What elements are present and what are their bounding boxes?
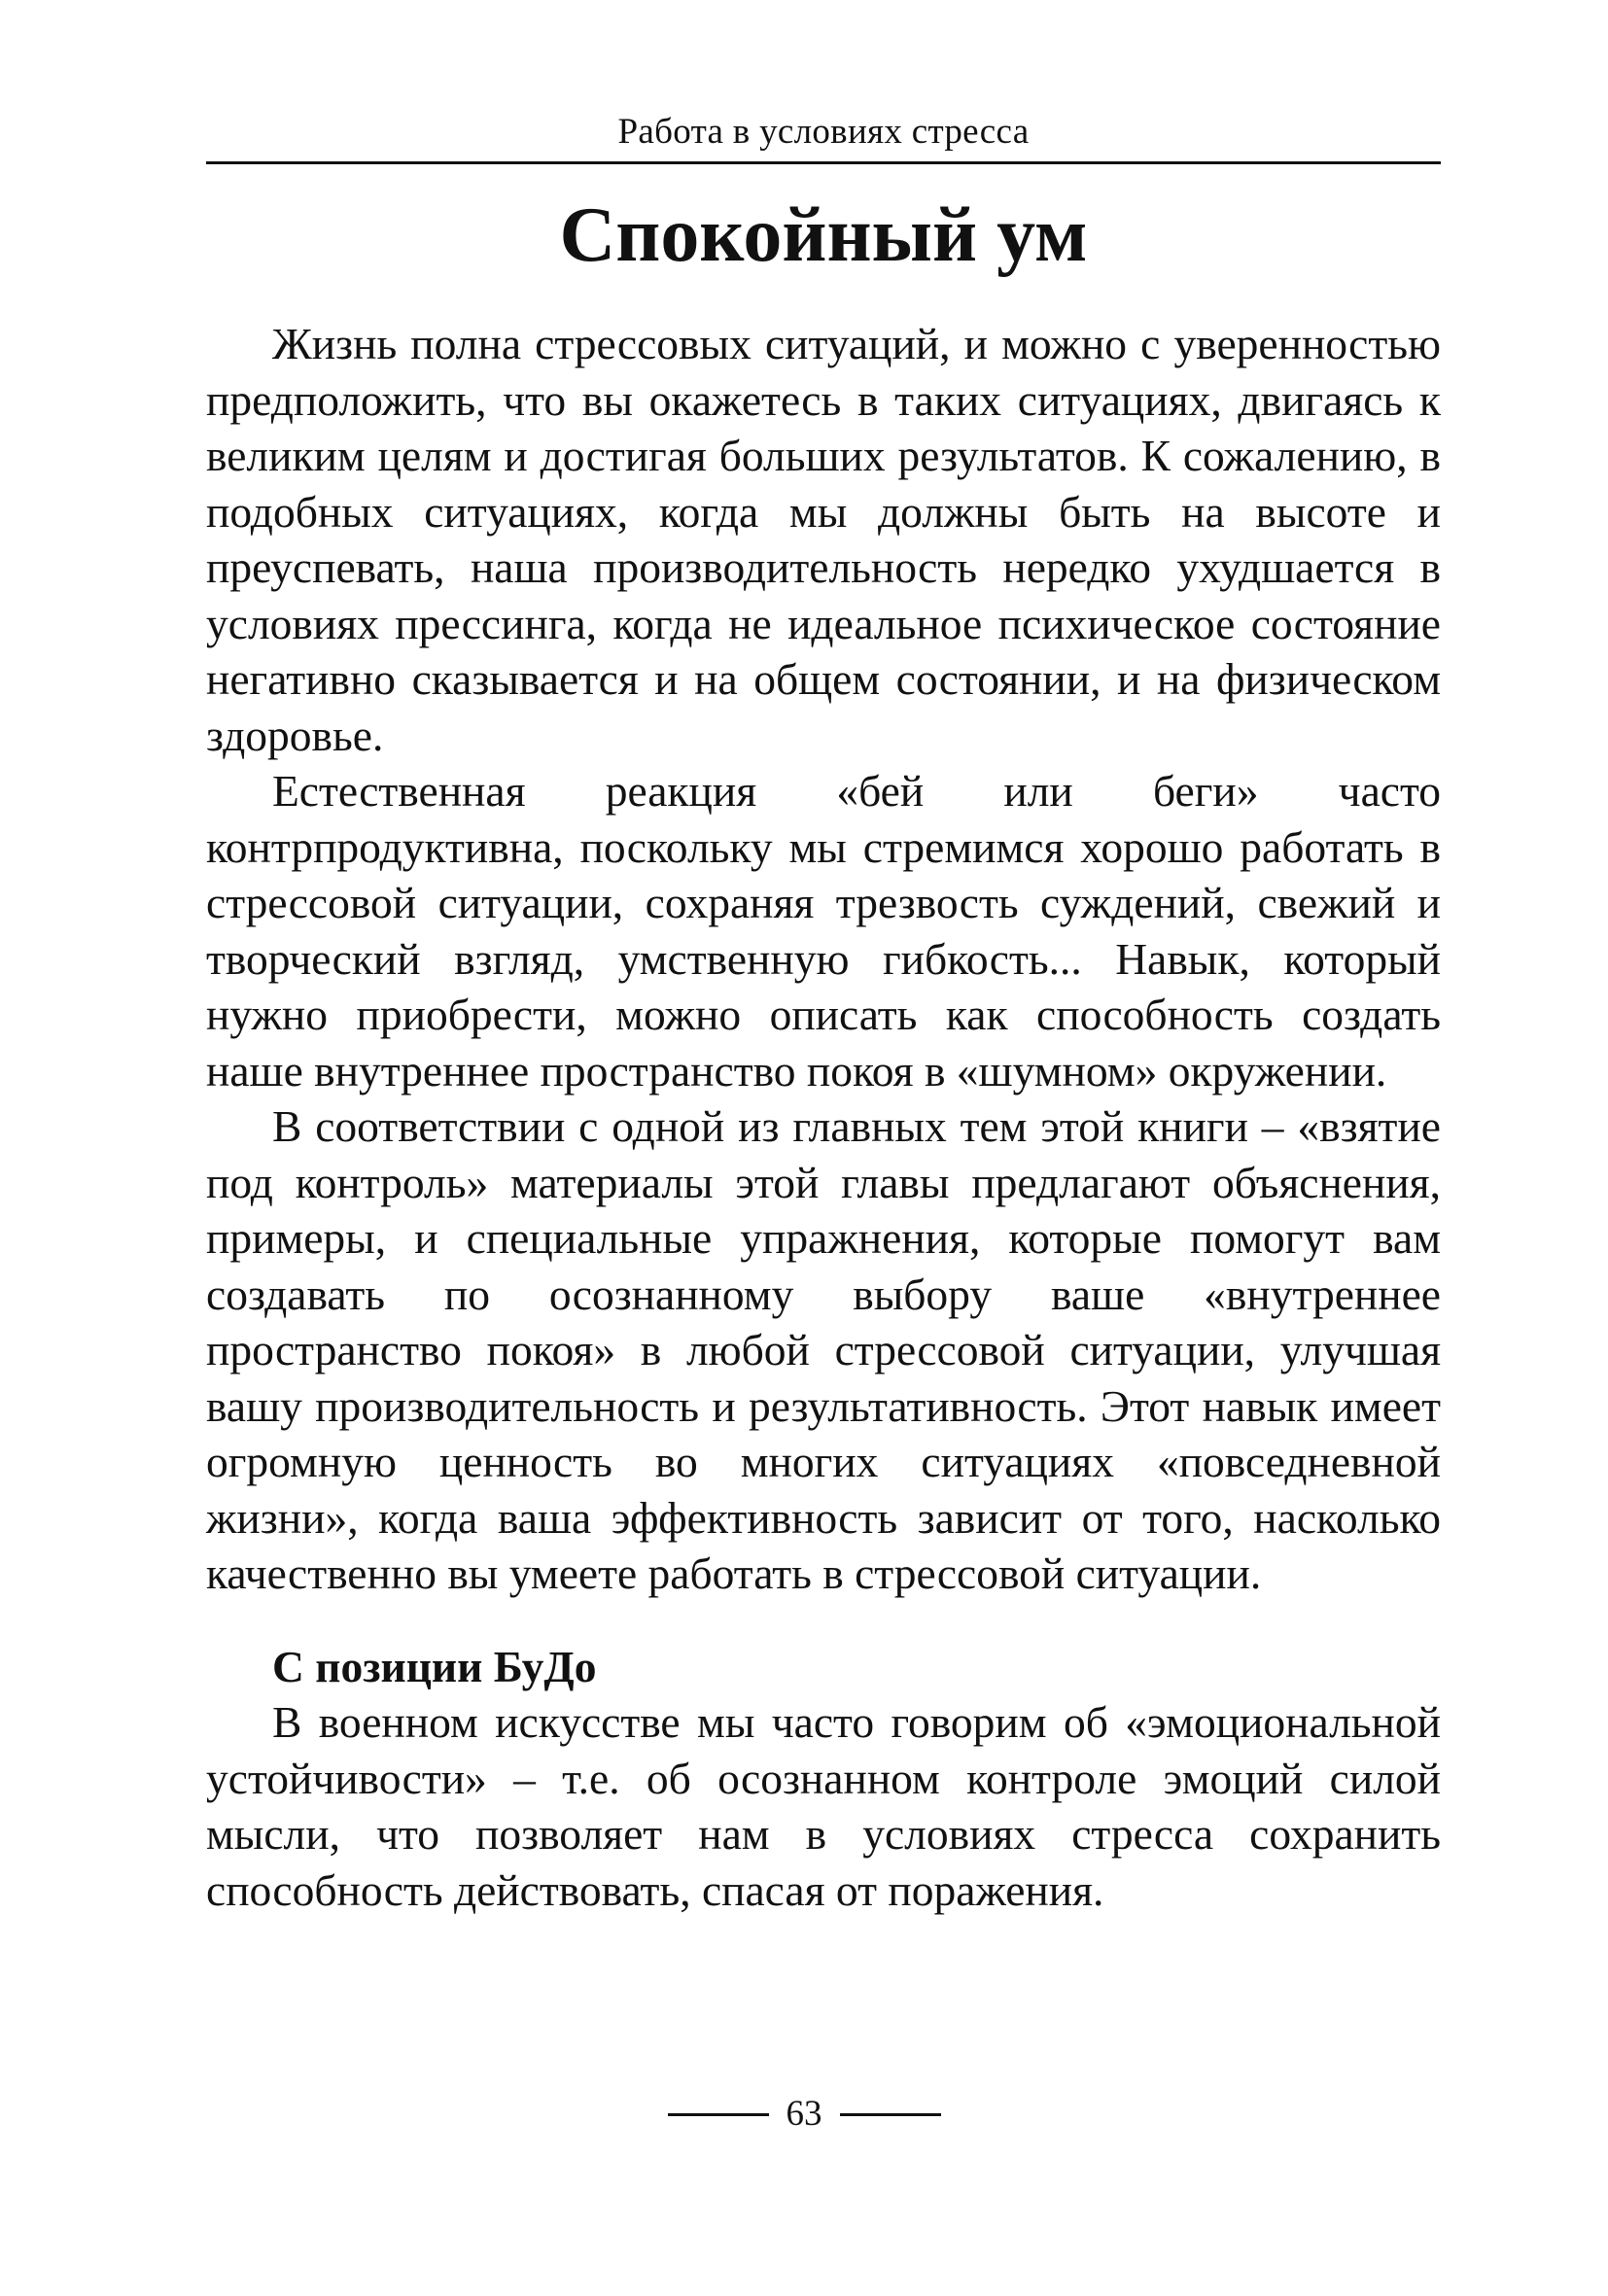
paragraph-3: В соответствии с одной из главных тем этой книги – «взятие под контроль» материалы этой главы предлагают объяснения, примеры, и специальные упражнения, которые помогут вам создавать по осознанному выбору ваше «внутреннее пространство покоя» в любой стрессовой ситуации, улучшая вашу производительность и результативность. Этот навык имеет огромную ценность во многих ситуациях «повседневной жизни», когда ваша эффективность зависит от того, насколько качественно вы умеете работать в стрессовой ситуации. [206, 1101, 1441, 1598]
page-footer [0, 2092, 1608, 2137]
page-number: 63 [786, 2094, 822, 2134]
header-rule [206, 161, 1441, 164]
section-heading: С позиции БуДо [272, 1641, 597, 1691]
paragraph-1: Жизнь полна стрессовых ситуаций, и можно с уверенностью предположить, что вы окажетесь в таких ситуациях, двигаясь к великим целям и достигая больших результатов. К сожалению, в подобных ситуациях, когда мы должны быть на высоте и преуспевать, наша производительность нередко ухудшается в условиях прессинга, когда не идеальное психическое состояние негативно сказывается и на общем состоянии, и на физическом здоровье. [206, 319, 1441, 760]
body-text [206, 316, 1441, 1918]
footer-right-dash [840, 2113, 941, 2116]
running-header: Работа в условиях стресса [617, 112, 1030, 152]
section-paragraph: В военном искусстве мы часто говорим об «эмоциональной устойчивости» – т.е. об осознанном контроле эмоций силой мысли, что позволяет нам в условиях стресса сохранить способность действовать, спасая от поражения. [206, 1697, 1441, 1915]
chapter-title: Спокойный ум [559, 192, 1088, 278]
footer-left-dash [668, 2113, 769, 2116]
paragraph-2: Естественная реакция «бей или беги» часто контрпродуктивна, поскольку мы стремимся хорошо работать в стрессовой ситуации, сохраняя трезвость суждений, свежий и творческий взгляд, умственную гибкость... Навык, который нужно приобрести, можно описать как способность создать наше внутреннее пространство покоя в «шумном» окружении. [206, 766, 1441, 1096]
